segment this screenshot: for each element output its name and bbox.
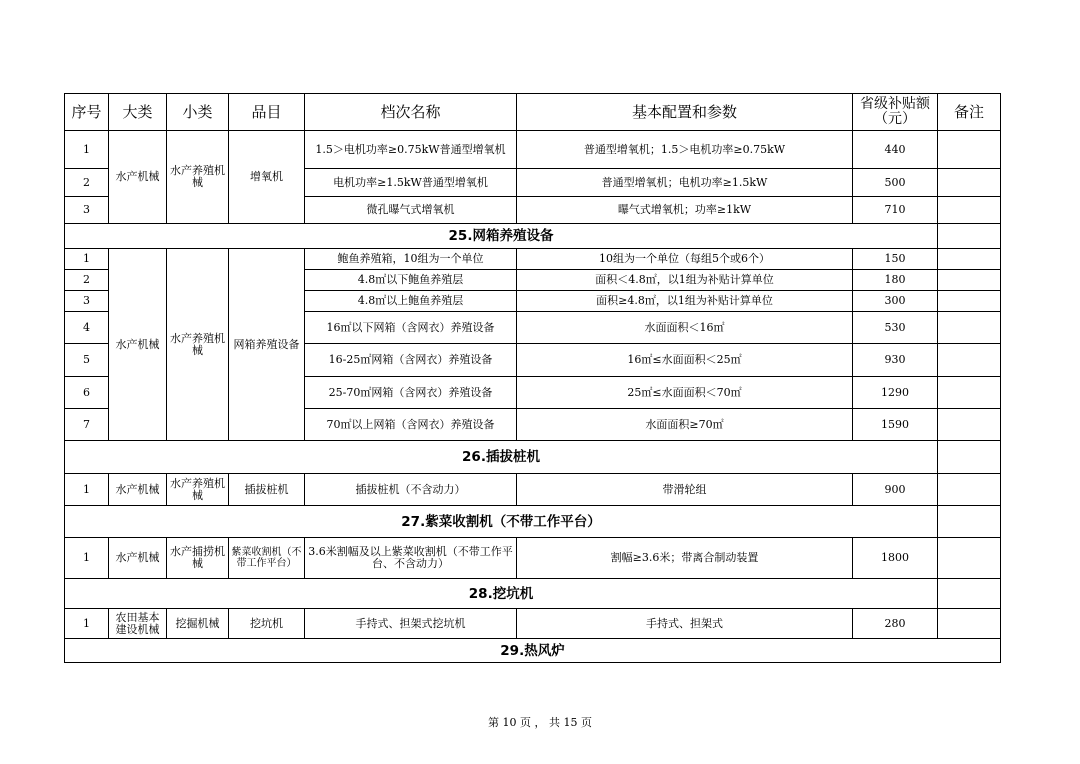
- row-grade: 手持式、担架式挖坑机: [305, 609, 517, 639]
- header-category: 大类: [109, 94, 167, 131]
- row-no: 2: [65, 169, 109, 197]
- row-remark: [938, 474, 1001, 506]
- section-row: [65, 579, 1001, 609]
- row-grade: 电机功率≥1.5kW普通型增氧机: [305, 169, 517, 197]
- row-grade: 微孔曝气式增氧机: [305, 197, 517, 224]
- row-subsidy: 1800: [853, 538, 938, 579]
- row-item: 挖坑机: [229, 609, 305, 639]
- header-subcategory: 小类: [167, 94, 229, 131]
- row-category: 农田基本建设机械: [109, 609, 167, 639]
- row-category: 水产机械: [109, 131, 167, 224]
- row-subsidy: 930: [853, 344, 938, 377]
- row-grade: 25-70㎡网箱（含网衣）养殖设备: [305, 377, 517, 409]
- table-row: [65, 131, 1001, 169]
- row-grade: 16㎡以下网箱（含网衣）养殖设备: [305, 312, 517, 344]
- row-no: 1: [65, 609, 109, 639]
- header-subsidy: 省级补贴额（元）: [853, 94, 938, 131]
- section-title: 25.网箱养殖设备: [65, 224, 938, 249]
- table-row: [65, 609, 1001, 639]
- header-remark: 备注: [938, 94, 1001, 131]
- row-grade: 70㎡以上网箱（含网衣）养殖设备: [305, 409, 517, 441]
- row-config: 水面面积＜16㎡: [517, 312, 853, 344]
- page-footer: 第 10 页 ， 共 15 页: [488, 716, 592, 729]
- row-subcategory: 水产养殖机械: [167, 131, 229, 224]
- table-row: [65, 474, 1001, 506]
- row-no: 2: [65, 270, 109, 291]
- row-config: 水面面积≥70㎡: [517, 409, 853, 441]
- row-subsidy: 1590: [853, 409, 938, 441]
- row-no: 5: [65, 344, 109, 377]
- header-config: 基本配置和参数: [517, 94, 853, 131]
- row-grade: 16-25㎡网箱（含网衣）养殖设备: [305, 344, 517, 377]
- section-row: [65, 441, 1001, 474]
- row-remark: [938, 609, 1001, 639]
- subsidy-table: [64, 93, 1001, 663]
- row-subcategory: 水产养殖机械: [167, 474, 229, 506]
- row-remark: [938, 579, 1001, 609]
- row-config: 16㎡≤水面面积＜25㎡: [517, 344, 853, 377]
- row-subsidy: 1290: [853, 377, 938, 409]
- row-grade: 4.8㎡以上鲍鱼养殖层: [305, 291, 517, 312]
- row-no: 1: [65, 131, 109, 169]
- row-subsidy: 180: [853, 270, 938, 291]
- row-no: 3: [65, 291, 109, 312]
- row-remark: [938, 131, 1001, 169]
- row-subcategory: 水产养殖机械: [167, 249, 229, 441]
- row-item: 网箱养殖设备: [229, 249, 305, 441]
- section-title: 26.插拔桩机: [65, 441, 938, 474]
- header-item: 品目: [229, 94, 305, 131]
- header-no: 序号: [65, 94, 109, 131]
- row-grade: 1.5＞电机功率≥0.75kW普通型增氧机: [305, 131, 517, 169]
- table-row: [65, 249, 1001, 270]
- row-remark: [938, 197, 1001, 224]
- row-subsidy: 500: [853, 169, 938, 197]
- row-config: 割幅≥3.6米；带离合制动装置: [517, 538, 853, 579]
- row-category: 水产机械: [109, 474, 167, 506]
- row-subcategory: 水产捕捞机械: [167, 538, 229, 579]
- row-remark: [938, 377, 1001, 409]
- row-grade: 插拔桩机（不含动力）: [305, 474, 517, 506]
- row-remark: [938, 344, 1001, 377]
- row-config: 曝气式增氧机；功率≥1kW: [517, 197, 853, 224]
- row-remark: [938, 169, 1001, 197]
- row-subsidy: 530: [853, 312, 938, 344]
- row-item: 紫菜收割机（不带工作平台）: [229, 538, 305, 579]
- row-grade: 4.8㎡以下鲍鱼养殖层: [305, 270, 517, 291]
- row-category: 水产机械: [109, 538, 167, 579]
- row-subsidy: 710: [853, 197, 938, 224]
- row-remark: [938, 291, 1001, 312]
- section-title: 29.热风炉: [65, 639, 1001, 663]
- row-remark: [938, 270, 1001, 291]
- header-grade-name: 档次名称: [305, 94, 517, 131]
- row-remark: [938, 441, 1001, 474]
- table-row: [65, 538, 1001, 579]
- row-subsidy: 440: [853, 131, 938, 169]
- row-remark: [938, 249, 1001, 270]
- row-subsidy: 300: [853, 291, 938, 312]
- row-no: 1: [65, 474, 109, 506]
- row-no: 4: [65, 312, 109, 344]
- row-item: 插拔桩机: [229, 474, 305, 506]
- row-grade: 3.6米割幅及以上紫菜收割机（不带工作平台、不含动力）: [305, 538, 517, 579]
- section-title: 27.紫菜收割机（不带工作平台）: [65, 506, 938, 538]
- section-row: [65, 506, 1001, 538]
- row-config: 面积≥4.8㎡，以1组为补贴计算单位: [517, 291, 853, 312]
- row-subcategory: 挖掘机械: [167, 609, 229, 639]
- row-no: 7: [65, 409, 109, 441]
- row-item: 增氧机: [229, 131, 305, 224]
- row-no: 1: [65, 538, 109, 579]
- row-subsidy: 150: [853, 249, 938, 270]
- row-config: 手持式、担架式: [517, 609, 853, 639]
- row-category: 水产机械: [109, 249, 167, 441]
- row-config: 普通型增氧机；电机功率≥1.5kW: [517, 169, 853, 197]
- row-config: 普通型增氧机；1.5＞电机功率≥0.75kW: [517, 131, 853, 169]
- row-no: 3: [65, 197, 109, 224]
- header-row: [65, 94, 1001, 131]
- row-remark: [938, 224, 1001, 249]
- row-remark: [938, 506, 1001, 538]
- row-remark: [938, 538, 1001, 579]
- section-row: [65, 224, 1001, 249]
- row-config: 面积＜4.8㎡，以1组为补贴计算单位: [517, 270, 853, 291]
- row-no: 6: [65, 377, 109, 409]
- row-remark: [938, 409, 1001, 441]
- row-grade: 鲍鱼养殖箱，10组为一个单位: [305, 249, 517, 270]
- section-title: 28.挖坑机: [65, 579, 938, 609]
- row-remark: [938, 312, 1001, 344]
- row-config: 25㎡≤水面面积＜70㎡: [517, 377, 853, 409]
- row-subsidy: 900: [853, 474, 938, 506]
- row-config: 带滑轮组: [517, 474, 853, 506]
- row-no: 1: [65, 249, 109, 270]
- row-config: 10组为一个单位（每组5个或6个）: [517, 249, 853, 270]
- section-row: [65, 639, 1001, 663]
- row-subsidy: 280: [853, 609, 938, 639]
